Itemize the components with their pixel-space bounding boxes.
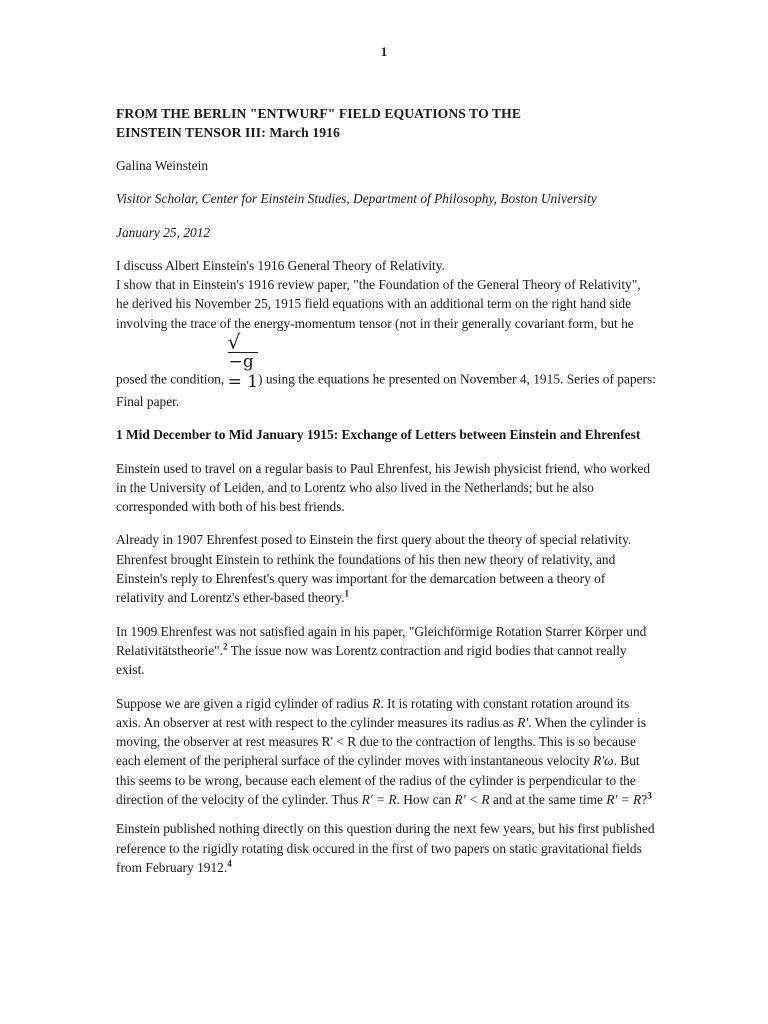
abstract	[116, 256, 656, 411]
paragraph-5	[116, 819, 656, 877]
abstract-text-before-formula: I show that in Einstein's 1916 review paper, "the Foundation of the General Theory of Relativity", he derived his November 25, 1915 field equations with an additional term on the right hand side involving the trace of the energy-momentum tensor (not in their generally covariant form, but he posed the condition,	[116, 277, 641, 387]
abstract-text-after-formula: ) using the equations he presented on November 4, 1915. Series of papers: Final paper.	[116, 371, 656, 409]
abstract-line-1: I discuss Albert Einstein's 1916 General Theory of Relativity.	[116, 257, 445, 273]
paragraph-2-text: Already in 1907 Ehrenfest posed to Einstein the first query about the theory of special relativity. Ehrenfest brought Einstein to rethink the foundations of his then new theory of relativity, and Einstein's reply to Ehrenfest's query was important for the demarcation between a theory of relativity and Lorentz's ether-based theory.	[116, 532, 632, 606]
p4-text-1: Suppose we are given a rigid cylinder of radius	[116, 695, 373, 711]
sqrt-formula	[227, 330, 259, 392]
author-name: Galina Weinstein	[116, 158, 209, 173]
paragraph-3	[116, 622, 656, 680]
abstract-body	[116, 275, 656, 411]
paragraph-2	[116, 530, 656, 607]
paragraph-4	[116, 694, 656, 810]
paper-body	[116, 104, 656, 891]
equation-r-equals-2: R' = R	[606, 792, 642, 808]
section-heading: 1 Mid December to Mid January 1915: Exchange of Letters between Einstein and Ehrenfest	[116, 427, 641, 443]
page-number: 1	[380, 44, 388, 59]
p4-text-7: ?	[641, 792, 648, 808]
symbol-r-omega: R'ω	[593, 753, 614, 769]
p4-text-2: . It is rotating with constant rotation around its axis. An observer at rest with respect to the cylinder measures its radius as	[116, 695, 630, 730]
equation-r-equals: R' = R	[361, 792, 397, 808]
footnote-marker-3[interactable]: 3	[647, 790, 652, 801]
footnote-marker-1[interactable]: 1	[344, 588, 349, 599]
title-line-2: EINSTEIN TENSOR III: March 1916	[116, 125, 340, 140]
author-affiliation: Visitor Scholar, Center for Einstein Studies, Department of Philosophy, Boston University	[116, 191, 597, 207]
formula-rhs: = 1	[227, 371, 259, 392]
paper-date: January 25, 2012	[116, 224, 211, 240]
paper-title	[116, 104, 656, 142]
footnote-marker-4[interactable]: 4	[227, 858, 232, 869]
equation-r-less: R' < R	[454, 792, 490, 808]
p4-text-3: . When the cylinder is moving, the observer at rest measures R' < R due to the contraction of lengths. This is so because each element of the peripheral surface of the cylinder moves with instantaneous velocity	[116, 714, 646, 769]
formula-radicand: −g	[228, 352, 258, 372]
sqrt-sign: √	[227, 330, 241, 355]
p4-text-5: . How can	[396, 792, 455, 808]
symbol-r: R	[372, 695, 381, 711]
paragraph-5-text: Einstein published nothing directly on this question during the next few years, but his first published reference to the rigidly rotating disk occured in the first of two papers on static gravitational fields from February 1912.	[116, 821, 655, 875]
paragraph-3-text-a: In 1909 Ehrenfest was not satisfied again in his paper, "Gleichförmige Rotation Starrer Körper und Relativitätstheorie".	[116, 623, 647, 658]
p4-text-4: . But this seems to be wrong, because each element of the radius of the cylinder is perpendicular to the direction of the velocity of the cylinder. Thus	[116, 753, 640, 808]
symbol-r-prime: R'	[517, 714, 529, 730]
title-line-1: FROM THE BERLIN "ENTWURF" FIELD EQUATIONS TO THE	[116, 106, 522, 121]
footnote-marker-2[interactable]: 2	[222, 641, 228, 652]
p4-text-6: and at the same time	[489, 792, 607, 808]
paragraph-1: Einstein used to travel on a regular basis to Paul Ehrenfest, his Jewish physicist friend, who worked in the University of Leiden, and to Lorentz who also lived in the Netherlands; but he also corresponded with both of his best friends.	[116, 460, 651, 515]
paragraph-3-text-b: The issue now was Lorentz contraction and rigid bodies that cannot really exist.	[116, 642, 627, 678]
